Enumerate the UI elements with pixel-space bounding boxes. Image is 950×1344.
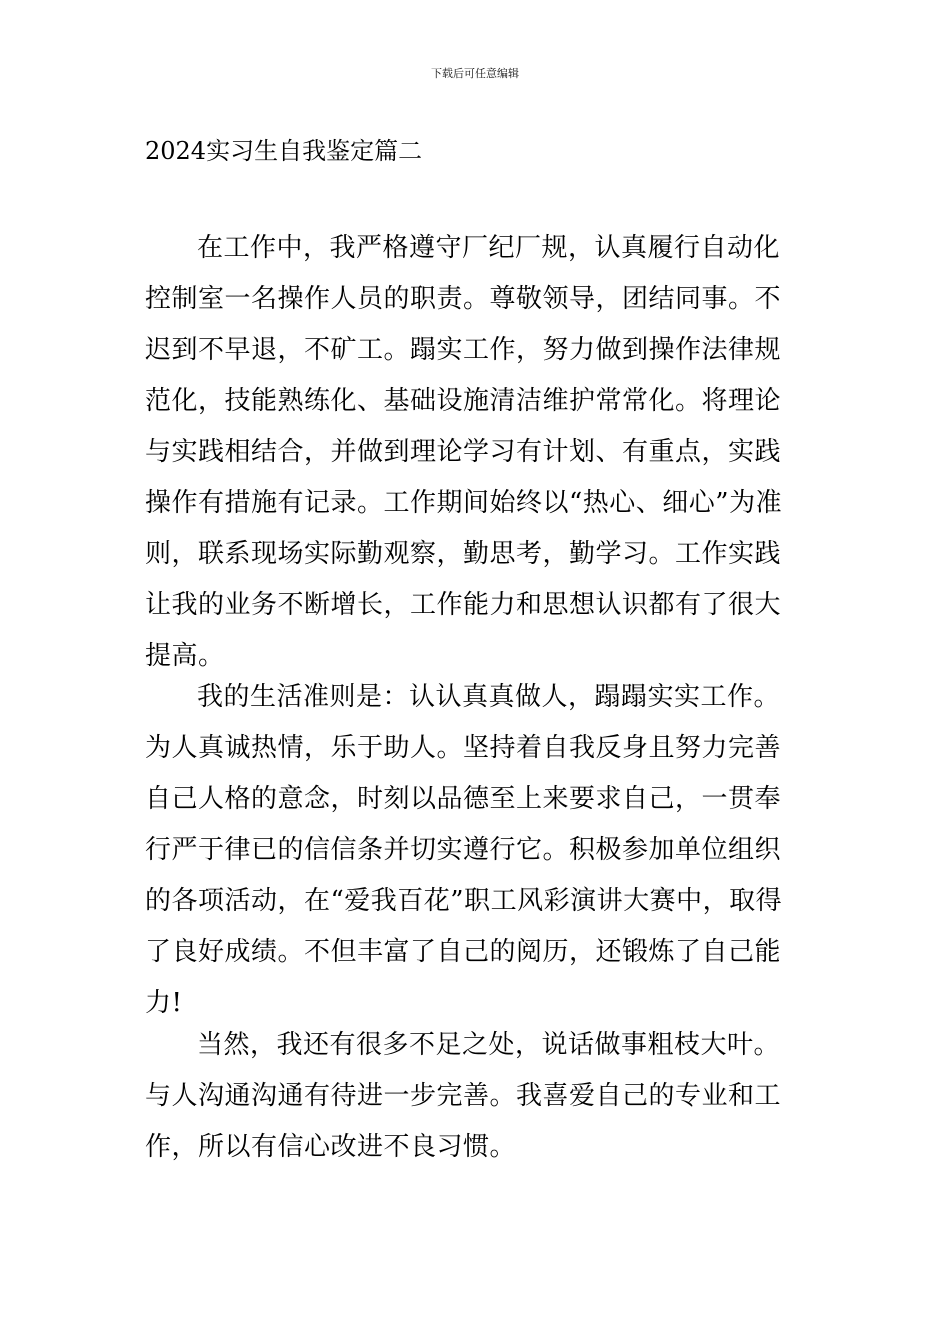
paragraph-shortcomings: 当然，我还有很多不足之处，说话做事粗枝大叶。与人沟通沟通有待进一步完善。我喜爱自己的专业和工作，所以有信心改进不良习惯。 [145, 1030, 782, 1162]
header-note: 下载后可任意编辑 [431, 67, 519, 80]
paragraph-work: 在工作中，我严格遵守厂纪厂规，认真履行自动化控制室一名操作人员的职责。尊敬领导，团结同事。不迟到不早退，不矿工。蹋实工作，努力做到操作法律规范化，技能熟练化、基础设施清洁维护常常化。将理论与实践相结合，并做到理论学习有计划、有重点，实践操作有措施有记录。工作期间始终以“热心、细心”为准则，联系现场实际勤观察，勤思考，勤学习。工作实践让我的业务不断增长，工作能力和思想认识都有了很大提高。 [145, 233, 783, 671]
document-title: 2024实习生自我鉴定篇二 [145, 137, 423, 165]
paragraph-life: 我的生活准则是：认认真真做人，蹋蹋实实工作。为人真诚热情，乐于助人。坚持着自我反身且努力完善自己人格的意念，时刻以品德至上来要求自己，一贯奉行严于律已的信信条并切实遵行它。积极参加单位组织的各项活动，在“爱我百花”职工风彩演讲大赛中，取得了良好成绩。不但丰富了自己的阅历，还锻炼了自己能力! [145, 682, 783, 1018]
